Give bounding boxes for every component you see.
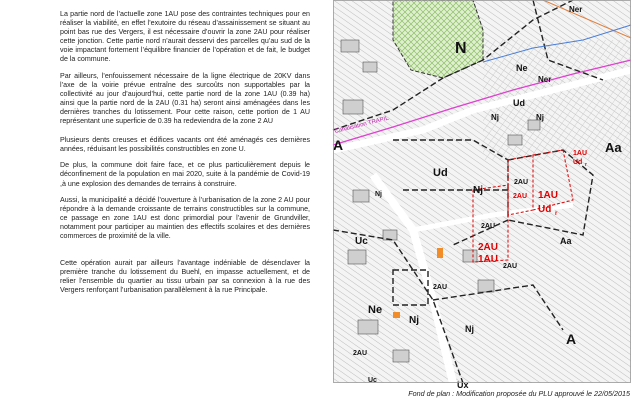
- label-ud-red-sub-a: r: [555, 211, 558, 217]
- parcel-marker-1: [437, 248, 443, 258]
- label-nj-left: Nj: [375, 191, 382, 198]
- label-nj-bottom: Nj: [409, 315, 419, 326]
- label-nj-a: Nj: [491, 113, 499, 122]
- label-ner-right: Ner: [538, 75, 552, 84]
- paragraph-6: Cette opération aurait par ailleurs l’avantage indéniable de désenclaver la première tranche du lotissement du Buehl, en impasse actuellement, et de relier l’ensemble du quartier au tissu urbain par sa connexion à la rue des Vergers renforçant l’urbanisation parallèlement à la rue Principale.: [60, 259, 310, 295]
- label-nj-lower: Nj: [465, 324, 474, 334]
- label-1au-red-b: 1AU: [573, 150, 588, 157]
- parcel-marker-2: [393, 312, 400, 318]
- map-caption: Fond de plan : Modification proposée du PLU approuvé le 22/05/2015: [408, 389, 630, 398]
- label-2au-red-b: 2AU: [478, 242, 499, 253]
- label-2au-e: 2AU: [353, 350, 368, 357]
- label-2au-c: 2AU: [503, 263, 518, 270]
- paragraph-4: De plus, la commune doit faire face, et ce plus particulièrement depuis le déconfinement de la population en mai 2020, suite à la pandémie de Covid-19 ,à une explosion des demandes de terrains à construire.: [60, 161, 310, 188]
- paragraph-5: Aussi, la municipalité a décidé l’ouverture à l’urbanisation de la zone 2 AU pour répondre à la demande croissante de terrains constructibles sur la commune, ce passage en zone 1AU est donc primordial pour l’avenir de Grundviller, notamment pour participer au maintien des effectifs scolaires et des dernières commerces de proximité de la ville.: [60, 195, 310, 240]
- label-ud-mid: Ud: [433, 167, 448, 179]
- label-a-bottom: A: [566, 331, 577, 347]
- label-2au-b: 2AU: [481, 223, 496, 230]
- label-ud-red-sub-b: r: [585, 162, 587, 168]
- zoning-map: [333, 0, 631, 390]
- label-uc-small: Uc: [368, 377, 377, 384]
- paragraph-2: Par ailleurs, l’enfouissement nécessaire de la ligne électrique de 20KV dans l’axe de la voirie prévue entraîne des surcoûts non supportables par la collectivité au jour d’aujourd’hui, cette partie nord de la zone 1AU (0.39 ha) ainsi que la partie nord de la 2AU (0.31 ha) seront ainsi aménagées dans les dernières tranches du lotissement. Pour cette raison, cette portion de 1 AU représentant une superficie de 0.39 ha redeviendra de la zone 2 AU: [60, 71, 310, 126]
- label-1au-red-c: 1AU: [478, 254, 499, 265]
- label-ne-top: Ne: [516, 63, 528, 73]
- label-ud-top: Ud: [513, 98, 525, 108]
- label-ner-top: Ner: [569, 5, 583, 14]
- paragraph-1: La partie nord de l’actuelle zone 1AU pose des contraintes techniques pour en réaliser la viabilité, en effet l’exutoire du réseau d’assainissement se situant au point bas rue des Vergers, il est nécessaire d’ouvrir la zone 2AU pour réaliser cette jonction. Cette partie nord n’aurait desservi des parcelles qu’au sud de la voie impactant fortement l’équilibre financier de l’opération et de fait, le budget de la commune.: [60, 10, 310, 64]
- label-ud-red-a: Ud: [538, 204, 552, 215]
- label-ux: Ux: [457, 380, 469, 390]
- text-column: [60, 10, 310, 302]
- label-ud-red-b: Ud: [573, 159, 583, 166]
- label-1au-red-a: 1AU: [538, 190, 559, 201]
- label-a-left: A: [333, 137, 344, 153]
- label-trapil: Canalisation TRAPIL: [334, 115, 390, 135]
- label-aa-right: Aa: [605, 140, 622, 155]
- label-2au-red-a: 2AU: [513, 193, 528, 200]
- label-N: N: [455, 40, 467, 57]
- label-uc: Uc: [355, 236, 368, 247]
- paragraph-3: Plusieurs dents creuses et édifices vacants ont été aménagés ces dernières années, réduisant les possibilités constructibles en zone U.: [60, 136, 310, 154]
- label-2au-d: 2AU: [433, 284, 448, 291]
- label-ne-bottom: Ne: [368, 304, 383, 316]
- label-nj-mid: Nj: [473, 185, 483, 196]
- label-aa-mid: Aa: [560, 236, 572, 246]
- label-nj-b: Nj: [536, 113, 544, 122]
- zoning-map-svg: [333, 0, 631, 390]
- label-2au-a: 2AU: [514, 179, 529, 186]
